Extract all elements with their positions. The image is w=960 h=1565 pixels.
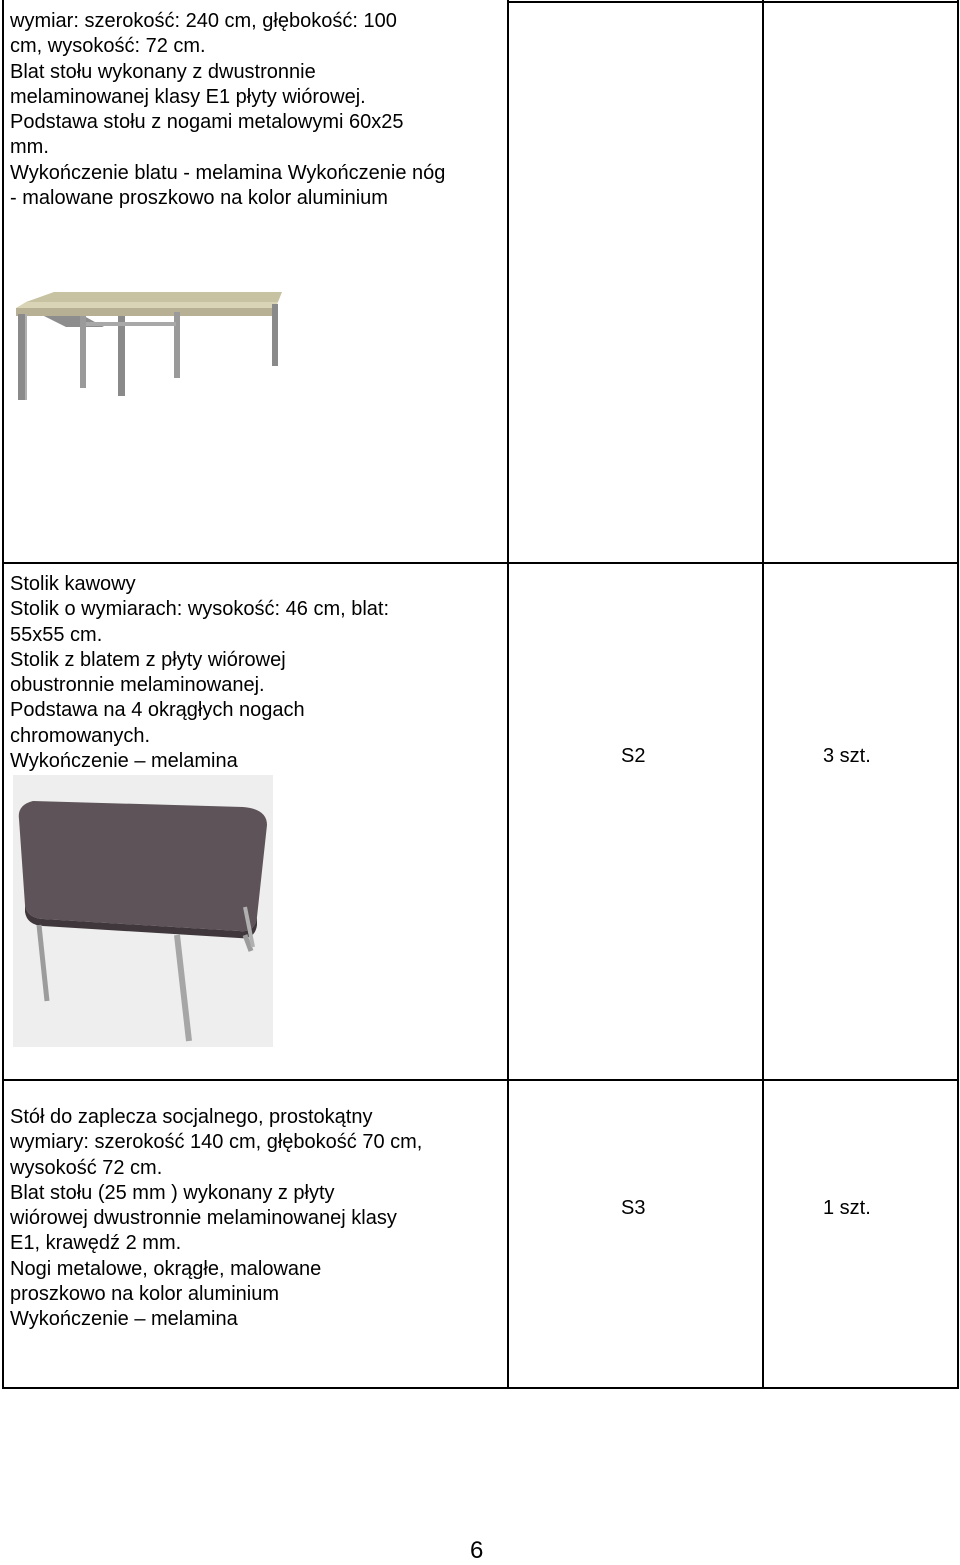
row-2-description: Stolik kawowy Stolik o wymiarach: wysokość: 46 cm, blat: 55x55 cm. Stolik z blatem z płyty wiórowej obustronnie melaminowanej. Podstawa na 4 okrągłych nogach chromowanych. Wykończenie – melamina bbox=[10, 573, 390, 773]
row-3-code: S3 bbox=[621, 1197, 646, 1219]
page-number: 6 bbox=[470, 1537, 484, 1564]
coffee-table-illustration bbox=[13, 775, 273, 1047]
row-3-description: Stół do zaplecza socjalnego, prostokątny wymiary: szerokość 140 cm, głębokość 70 cm, wysokość 72 cm. Blat stołu (25 mm ) wykonany z płyty wiórowej dwustronnie melaminowanej klasy E1, krawędź 2 mm. Nogi metalowe, okrągłe, malowane proszkowo na kolor aluminium Wykończenie – melamina bbox=[10, 1106, 423, 1331]
table-border-bottom bbox=[2, 1387, 959, 1389]
table-border-top bbox=[508, 1, 959, 3]
column-divider-2 bbox=[762, 0, 764, 1389]
row-3-quantity: 1 szt. bbox=[823, 1197, 871, 1219]
row-2-quantity: 3 szt. bbox=[823, 745, 871, 767]
row-2-code: S2 bbox=[621, 745, 646, 767]
row-divider-1 bbox=[2, 562, 959, 564]
row-divider-2 bbox=[2, 1079, 959, 1081]
long-table-illustration bbox=[14, 290, 286, 405]
table-border-right bbox=[957, 0, 959, 1389]
table-border-left bbox=[2, 0, 4, 1389]
column-divider-1 bbox=[507, 0, 509, 1389]
row-1-description: wymiar: szerokość: 240 cm, głębokość: 100 cm, wysokość: 72 cm. Blat stołu wykonany z dwustronnie melaminowanej klasy E1 płyty wiórowej. Podstawa stołu z nogami metalowymi 60x25 mm. Wykończenie blatu - melamina Wykończenie nóg - malowane proszkowo na kolor aluminium bbox=[10, 10, 446, 210]
